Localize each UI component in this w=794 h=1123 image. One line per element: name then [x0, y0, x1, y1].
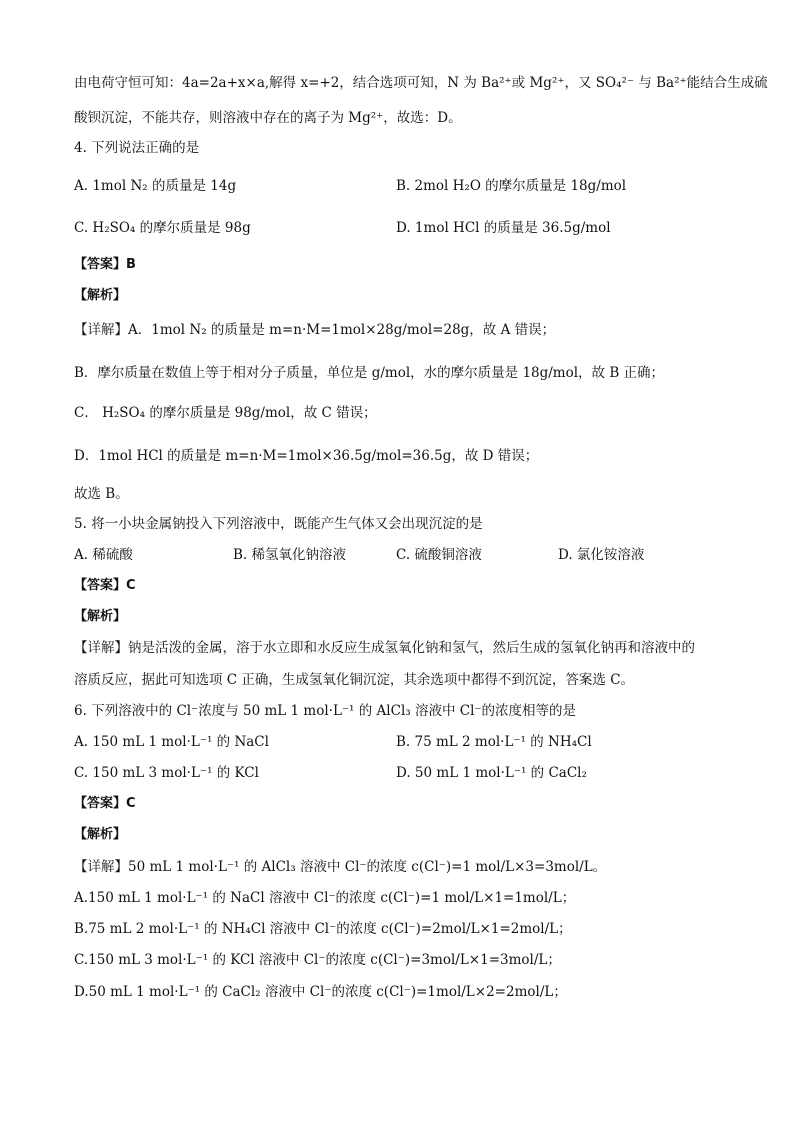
q3-explanation-line-1: 由电荷守恒可知：4a=2a+x×a,解得 x=+2，结合选项可知，N 为 Ba²⁺或 Mg²⁺，又 SO₄²⁻ 与 Ba²⁺能结合生成硫	[74, 75, 768, 91]
q6-detail-c: C.150 mL 3 mol·L⁻¹ 的 KCl 溶液中 Cl⁻的浓度 c(Cl⁻)=3mol/L×1=3mol/L；	[74, 952, 561, 968]
q6-detail-a: A.150 mL 1 mol·L⁻¹ 的 NaCl 溶液中 Cl⁻的浓度 c(Cl⁻)=1 mol/L×1=1mol/L；	[74, 890, 576, 906]
q5-detail-line-2: 溶质反应，据此可知选项 C 正确，生成氢氧化铜沉淀，其余选项中都得不到沉淀，答案选 C。	[74, 672, 635, 688]
q5-option-a: A. 稀硫酸	[74, 547, 133, 563]
q6-stem: 6. 下列溶液中的 Cl⁻浓度与 50 mL 1 mol·L⁻¹ 的 AlCl₃ 溶液中 Cl⁻的浓度相等的是	[74, 703, 577, 719]
q5-option-c: C. 硫酸铜溶液	[396, 547, 482, 563]
q4-analysis-label: 【解析】	[74, 288, 127, 303]
q6-option-d: D. 50 mL 1 mol·L⁻¹ 的 CaCl₂	[396, 765, 587, 781]
q6-answer: 【答案】C	[74, 796, 136, 811]
q4-option-b: B. 2mol H₂O 的摩尔质量是 18g/mol	[396, 178, 627, 194]
q4-detail-b: B．摩尔质量在数值上等于相对分子质量，单位是 g/mol，水的摩尔质量是 18g/mol，故 B 正确；	[74, 365, 665, 381]
q6-analysis-label: 【解析】	[74, 827, 127, 842]
q4-detail-a: 【详解】A．1mol N₂ 的质量是 m=n·M=1mol×28g/mol=28g，故 A 错误；	[74, 322, 556, 338]
q5-answer: 【答案】C	[74, 578, 136, 593]
q6-detail-b: B.75 mL 2 mol·L⁻¹ 的 NH₄Cl 溶液中 Cl⁻的浓度 c(Cl⁻)=2mol/L×1=2mol/L；	[74, 921, 572, 937]
q6-option-a: A. 150 mL 1 mol·L⁻¹ 的 NaCl	[74, 734, 269, 750]
q4-conclusion: 故选 B。	[74, 486, 129, 502]
q6-detail-intro: 【详解】50 mL 1 mol·L⁻¹ 的 AlCl₃ 溶液中 Cl⁻的浓度 c(Cl⁻)=1 mol/L×3=3mol/L。	[74, 859, 607, 875]
q6-option-c: C. 150 mL 3 mol·L⁻¹ 的 KCl	[74, 765, 259, 781]
q4-detail-c: C． H₂SO₄ 的摩尔质量是 98g/mol，故 C 错误；	[74, 405, 377, 421]
q5-analysis-label: 【解析】	[74, 609, 127, 624]
q4-answer: 【答案】B	[74, 257, 136, 272]
q6-option-b: B. 75 mL 2 mol·L⁻¹ 的 NH₄Cl	[396, 734, 592, 750]
q4-option-c: C. H₂SO₄ 的摩尔质量是 98g	[74, 220, 251, 236]
q4-detail-d: D．1mol HCl 的质量是 m=n·M=1mol×36.5g/mol=36.5g，故 D 错误；	[74, 448, 539, 464]
q5-option-b: B. 稀氢氧化钠溶液	[233, 547, 347, 563]
q3-explanation-line-2: 酸钡沉淀，不能共存，则溶液中存在的离子为 Mg²⁺，故选：D。	[74, 110, 462, 126]
q4-option-d: D. 1mol HCl 的质量是 36.5g/mol	[396, 220, 611, 236]
q4-option-a: A. 1mol N₂ 的质量是 14g	[74, 178, 237, 194]
q5-stem: 5. 将一小块金属钠投入下列溶液中，既能产生气体又会出现沉淀的是	[74, 516, 483, 532]
q5-detail-line-1: 【详解】钠是活泼的金属，溶于水立即和水反应生成氢氧化钠和氢气，然后生成的氢氧化钠再和溶液中的	[74, 640, 695, 656]
q6-detail-d: D.50 mL 1 mol·L⁻¹ 的 CaCl₂ 溶液中 Cl⁻的浓度 c(Cl⁻)=1mol/L×2=2mol/L；	[74, 984, 567, 1000]
q4-stem: 4. 下列说法正确的是	[74, 140, 200, 156]
q5-option-d: D. 氯化铵溶液	[558, 547, 645, 563]
